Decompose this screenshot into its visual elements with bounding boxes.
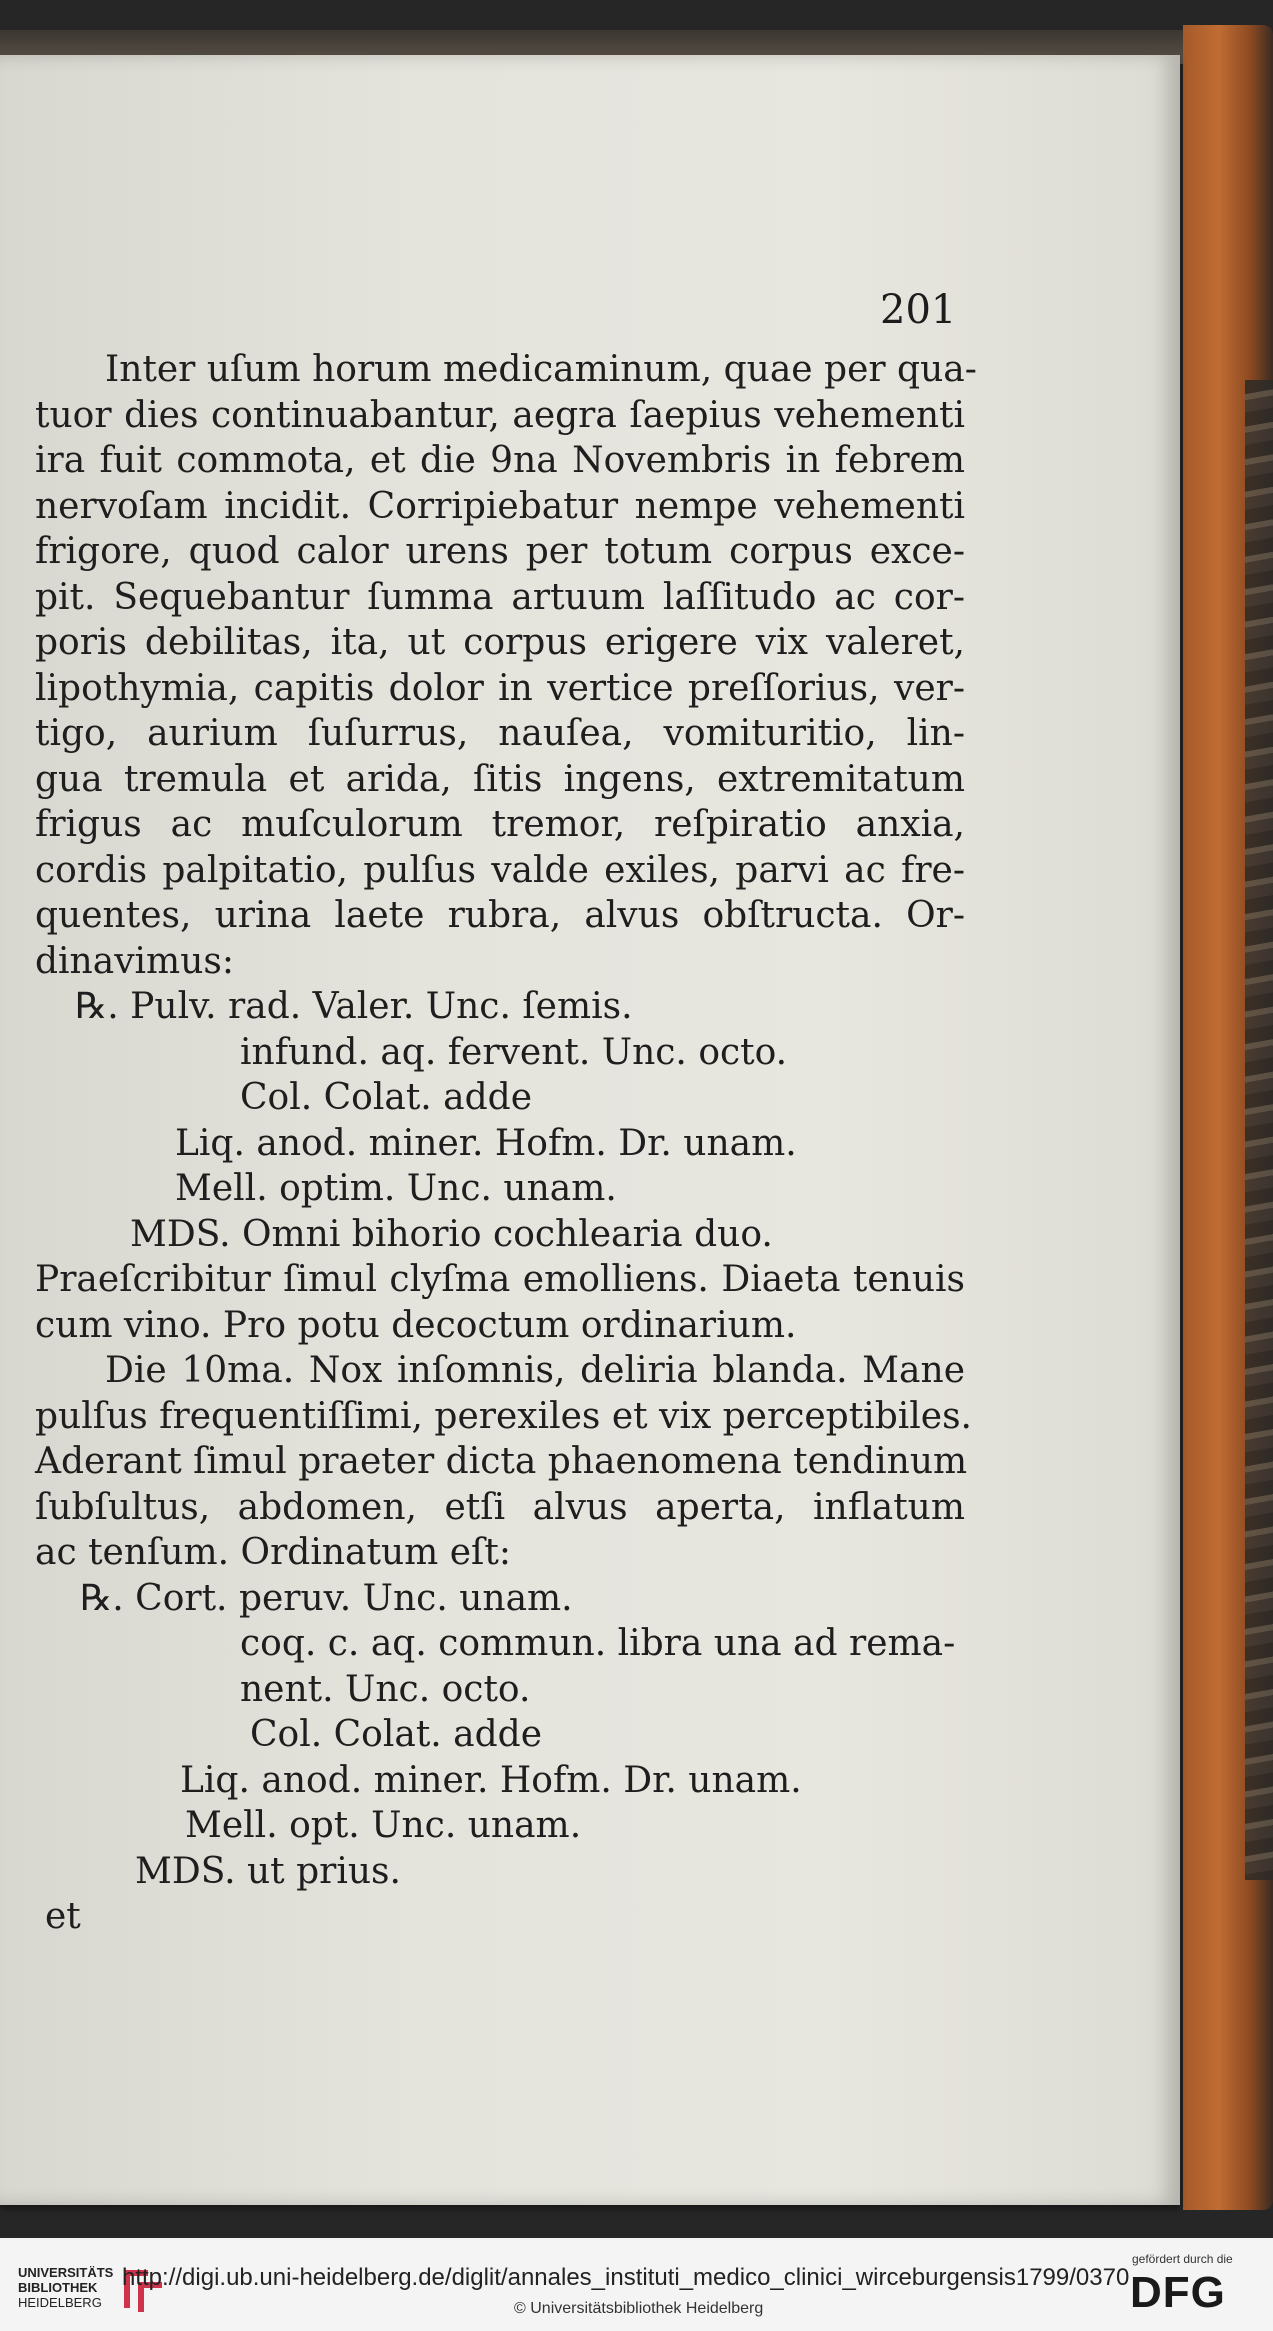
copyright-text: © Universitätsbibliothek Heidelberg bbox=[514, 2300, 764, 2317]
text-line: coq. c. aq. commun. libra una ad rema- bbox=[240, 1623, 956, 1664]
text-line: Inter uſum horum medicaminum, quae per qua- bbox=[105, 349, 977, 390]
funded-by-text: gefördert durch die bbox=[1132, 2252, 1233, 2266]
text-line: Col. Colat. adde bbox=[250, 1714, 543, 1755]
text-line: poris debilitas, ita, ut corpus erigere vix valeret, bbox=[35, 622, 965, 663]
text-line: et bbox=[45, 1896, 81, 1937]
text-line: Die 10ma. Nox inſomnis, deliria blanda. Mane bbox=[105, 1350, 965, 1391]
text-line: frigus ac muſculorum tremor, reſpiratio anxia, bbox=[35, 804, 965, 845]
text-line: Praeſcribitur ſimul clyſma emolliens. Diaeta tenuis bbox=[35, 1259, 965, 1300]
text-line: MDS. ut prius. bbox=[135, 1850, 401, 1892]
text-line: pit. Sequebantur ſumma artuum laſſitudo ac cor- bbox=[35, 576, 965, 618]
text-line: ℞. Pulv. rad. Valer. Unc. ſemis. bbox=[75, 986, 633, 1027]
book-page bbox=[0, 55, 1180, 2205]
text-line: lipothymia, capitis dolor in vertice preſſorius, ver- bbox=[35, 667, 965, 709]
text-line: gua tremula et arida, ſitis ingens, extremitatum bbox=[35, 758, 965, 800]
text-line: ſubſultus, abdomen, etſi alvus aperta, inflatum bbox=[35, 1486, 965, 1528]
text-line: pulſus frequentiſſimi, perexiles et vix perceptibiles. bbox=[35, 1395, 972, 1437]
text-line: tigo, aurium ſuſurrus, nauſea, vomituritio, lin- bbox=[35, 713, 965, 754]
text-line: Aderant ſimul praeter dicta phaenomena tendinum bbox=[35, 1441, 968, 1482]
text-line: Liq. anod. miner. Hofm. Dr. unam. bbox=[175, 1122, 797, 1164]
page-number: 201 bbox=[880, 287, 957, 333]
text-line: cum vino. Pro potu decoctum ordinarium. bbox=[35, 1304, 797, 1346]
page-text-block bbox=[35, 347, 977, 1940]
text-line: frigore, quod calor urens per totum corpus exce- bbox=[35, 531, 965, 572]
permalink-url[interactable]: http://digi.ub.uni-heidelberg.de/diglit/annales_instituti_medico_clinici_wirceburgensis1799/0370 bbox=[122, 2264, 1130, 2291]
text-line: infund. aq. fervent. Unc. octo. bbox=[240, 1031, 788, 1073]
text-line: cordis palpitatio, pulſus valde exiles, parvi ac fre- bbox=[35, 849, 965, 891]
institution-line: BIBLIOTHEK bbox=[18, 2280, 98, 2295]
text-line: Col. Colat. adde bbox=[240, 1077, 533, 1118]
text-line: dinavimus: bbox=[35, 940, 234, 982]
book-cover-marbling bbox=[1245, 380, 1273, 1880]
text-line: Mell. optim. Unc. unam. bbox=[175, 1168, 617, 1209]
institution-line: UNIVERSITÄTS bbox=[18, 2265, 114, 2280]
dfg-logo: DFG bbox=[1130, 2268, 1226, 2317]
text-line: Mell. opt. Unc. unam. bbox=[185, 1805, 582, 1846]
text-line: quentes, urina laete rubra, alvus obſtructa. Or- bbox=[35, 895, 965, 936]
text-line: nent. Unc. octo. bbox=[240, 1668, 531, 1710]
text-line: ira fuit commota, et die 9na Novembris in febrem bbox=[35, 440, 965, 481]
text-line: MDS. Omni bihorio cochlearia duo. bbox=[130, 1213, 773, 1255]
text-line: ℞. Cort. peruv. Unc. unam. bbox=[80, 1577, 573, 1619]
text-line: tuor dies continuabantur, aegra ſaepius vehementi bbox=[35, 394, 965, 436]
text-line: nervoſam incidit. Corripiebatur nempe vehementi bbox=[35, 485, 965, 527]
text-line: ac tenſum. Ordinatum eſt: bbox=[35, 1532, 511, 1573]
text-line: Liq. anod. miner. Hofm. Dr. unam. bbox=[180, 1759, 802, 1801]
institution-line: HEIDELBERG bbox=[18, 2295, 102, 2310]
footer-bar bbox=[0, 2238, 1273, 2331]
institution-logo-text bbox=[18, 2265, 113, 2310]
